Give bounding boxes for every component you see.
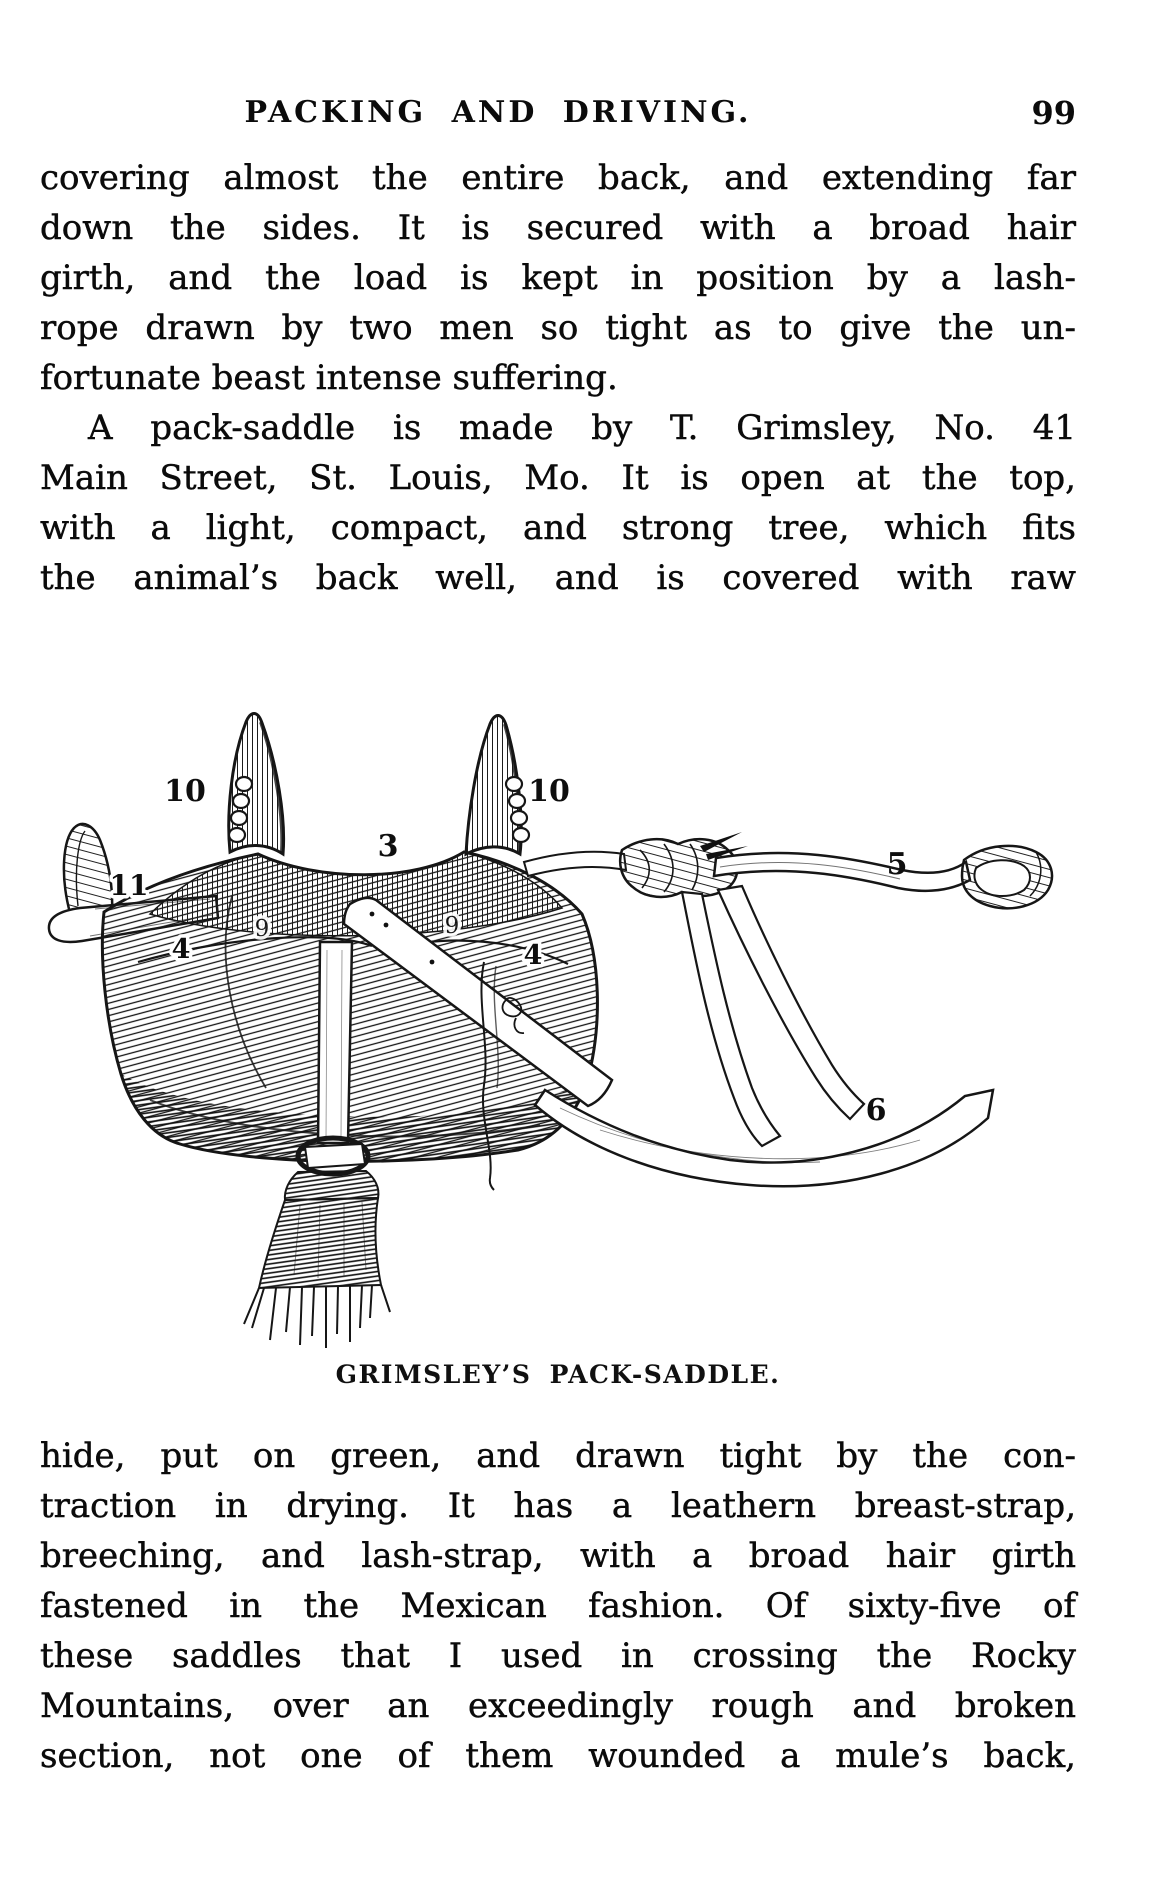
page-number: 99 — [1031, 94, 1076, 132]
breeching-straps — [682, 886, 864, 1146]
text-line: girth, and the load is kept in position by a lash- — [40, 258, 1076, 298]
far-pommel — [64, 824, 112, 913]
text-line: Mountains, over an exceedingly rough and broken — [40, 1686, 1076, 1726]
figure-caption: GRIMSLEY’S PACK-SADDLE. — [335, 1360, 781, 1389]
figure-label-breeching: 6 — [865, 1093, 887, 1128]
text-line: fastened in the Mexican fashion. Of sixty-five of — [40, 1586, 1076, 1626]
text-line: rope drawn by two men so tight as to give the un- — [40, 308, 1076, 348]
text-line: Main Street, St. Louis, Mo. It is open at the top, — [40, 458, 1076, 498]
text-line: A pack-saddle is made by T. Grimsley, No. 41 — [88, 408, 1076, 448]
stirrup-strap — [318, 942, 352, 1143]
page-header — [40, 92, 1076, 134]
pack-saddle-figure — [0, 700, 1154, 1360]
figure-label-crupper: 5 — [886, 847, 908, 882]
text-line: the animal’s back well, and is covered with raw — [40, 558, 1076, 598]
figure-label-right-horn: 10 — [528, 774, 570, 809]
text-line: down the sides. It is secured with a broad hair — [40, 208, 1076, 248]
figure-label-skirt-left: 4 — [171, 934, 191, 965]
crupper-strap — [714, 846, 1052, 908]
running-title: PACKING AND DRIVING. — [244, 95, 752, 130]
figure-label-left-horn: 10 — [164, 774, 206, 809]
text-line: with a light, compact, and strong tree, which fits — [40, 508, 1076, 548]
figure-label-flap-left: 9 — [254, 916, 270, 942]
text-line: section, not one of them wounded a mule’s back, — [40, 1736, 1076, 1776]
left-horn — [229, 713, 284, 854]
text-line: these saddles that I used in crossing the Rocky — [40, 1636, 1076, 1676]
text-line: traction in drying. It has a leathern breast-strap, — [40, 1486, 1076, 1526]
lower-text-block — [40, 1431, 1076, 1781]
text-line: breeching, and lash-strap, with a broad hair girth — [40, 1536, 1076, 1576]
text-line: fortunate beast intense suffering. — [40, 358, 618, 398]
pack-saddle-illustration — [0, 700, 1154, 1360]
text-line: hide, put on green, and drawn tight by the con- — [40, 1436, 1076, 1476]
figure-label-crossbar: 11 — [109, 869, 149, 902]
right-horn — [466, 715, 529, 854]
text-line: covering almost the entire back, and extending far — [40, 158, 1076, 198]
upper-text-block — [40, 153, 1076, 603]
figure-label-seat: 3 — [377, 829, 399, 864]
figure-label-flap-right: 9 — [444, 913, 460, 939]
tassel — [244, 1171, 390, 1348]
figure-label-skirt-right: 4 — [523, 940, 543, 971]
